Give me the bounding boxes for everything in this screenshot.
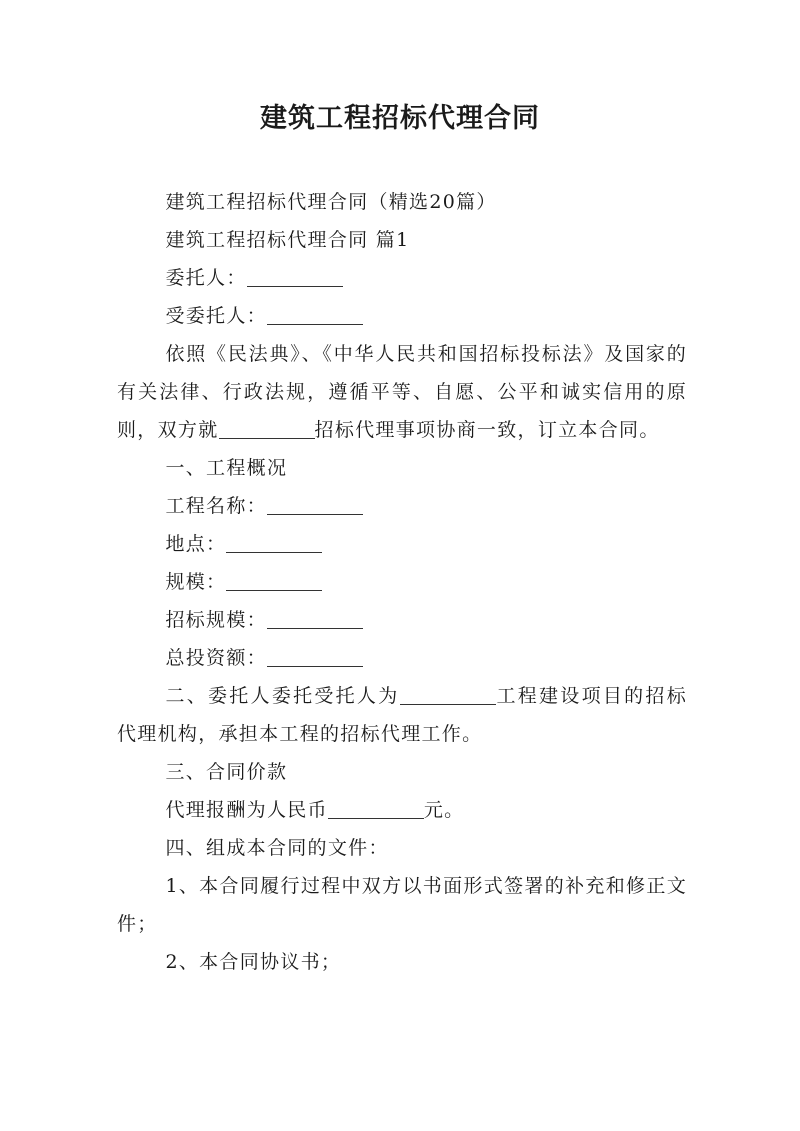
paragraph-fee [117,791,687,829]
paragraph-text: 2、本合同协议书； [165,951,342,973]
fill-in-blank[interactable] [226,570,322,591]
paragraph-doc-item-1 [117,867,687,943]
paragraph-total-investment [117,639,687,677]
paragraph-text: 规模： [165,571,227,593]
fill-in-blank[interactable] [328,798,424,819]
document-title: 建筑工程招标代理合同 [260,103,540,134]
paragraph-text: 建筑工程招标代理合同（精选20篇） [165,191,497,213]
paragraph-location [117,525,687,563]
paragraph-section-heading [117,221,687,259]
paragraph-tender-scale [117,601,687,639]
paragraph-clause-1-heading [117,449,687,487]
paragraph-principal [117,259,687,297]
paragraph-text: 招标规模： [165,609,267,631]
paragraph-text: 工程名称： [165,495,267,517]
fill-in-blank[interactable] [267,304,363,325]
fill-in-blank[interactable] [226,532,322,553]
paragraph-text-after-blank: 元。 [423,799,465,821]
paragraph-scale [117,563,687,601]
paragraph-subtitle [117,183,687,221]
paragraph-text: 一、工程概况 [165,457,288,479]
paragraph-doc-item-2 [117,943,687,981]
paragraph-text: 地点： [165,533,227,555]
fill-in-blank[interactable] [247,266,343,287]
paragraph-text: 建筑工程招标代理合同 篇1 [165,229,410,251]
paragraph-text: 总投资额： [165,647,267,669]
paragraph-text: 1、本合同履行过程中双方以书面形式签署的补充和修正文件； [117,875,687,935]
paragraph-text: 依照《民法典》、《中华人民共和国招标投标法》及国家的有关法律、行政法规，遵循平等、自愿、公平和诚实信用的原则，双方就 [117,343,687,441]
fill-in-blank[interactable] [219,418,315,439]
paragraph-text: 三、合同价款 [165,761,288,783]
paragraph-text-after-blank: 工程建设项目的招标代理机构，承担本工程的招标代理工作。 [117,685,687,745]
document-body [117,183,687,981]
paragraph-text: 受委托人： [165,305,267,327]
paragraph-basis [117,335,687,449]
fill-in-blank[interactable] [400,684,496,705]
fill-in-blank[interactable] [267,608,363,629]
paragraph-text: 二、委托人委托受托人为 [165,685,400,707]
paragraph-project-name [117,487,687,525]
paragraph-text: 委托人： [165,267,247,289]
paragraph-clause-4-heading [117,829,687,867]
paragraph-text: 四、组成本合同的文件： [165,837,389,859]
fill-in-blank[interactable] [267,494,363,515]
paragraph-text: 代理报酬为人民币 [165,799,328,821]
paragraph-clause-3-heading [117,753,687,791]
paragraph-clause-2 [117,677,687,753]
paragraph-agent [117,297,687,335]
fill-in-blank[interactable] [267,646,363,667]
paragraph-text-after-blank: 招标代理事项协商一致，订立本合同。 [314,419,660,441]
